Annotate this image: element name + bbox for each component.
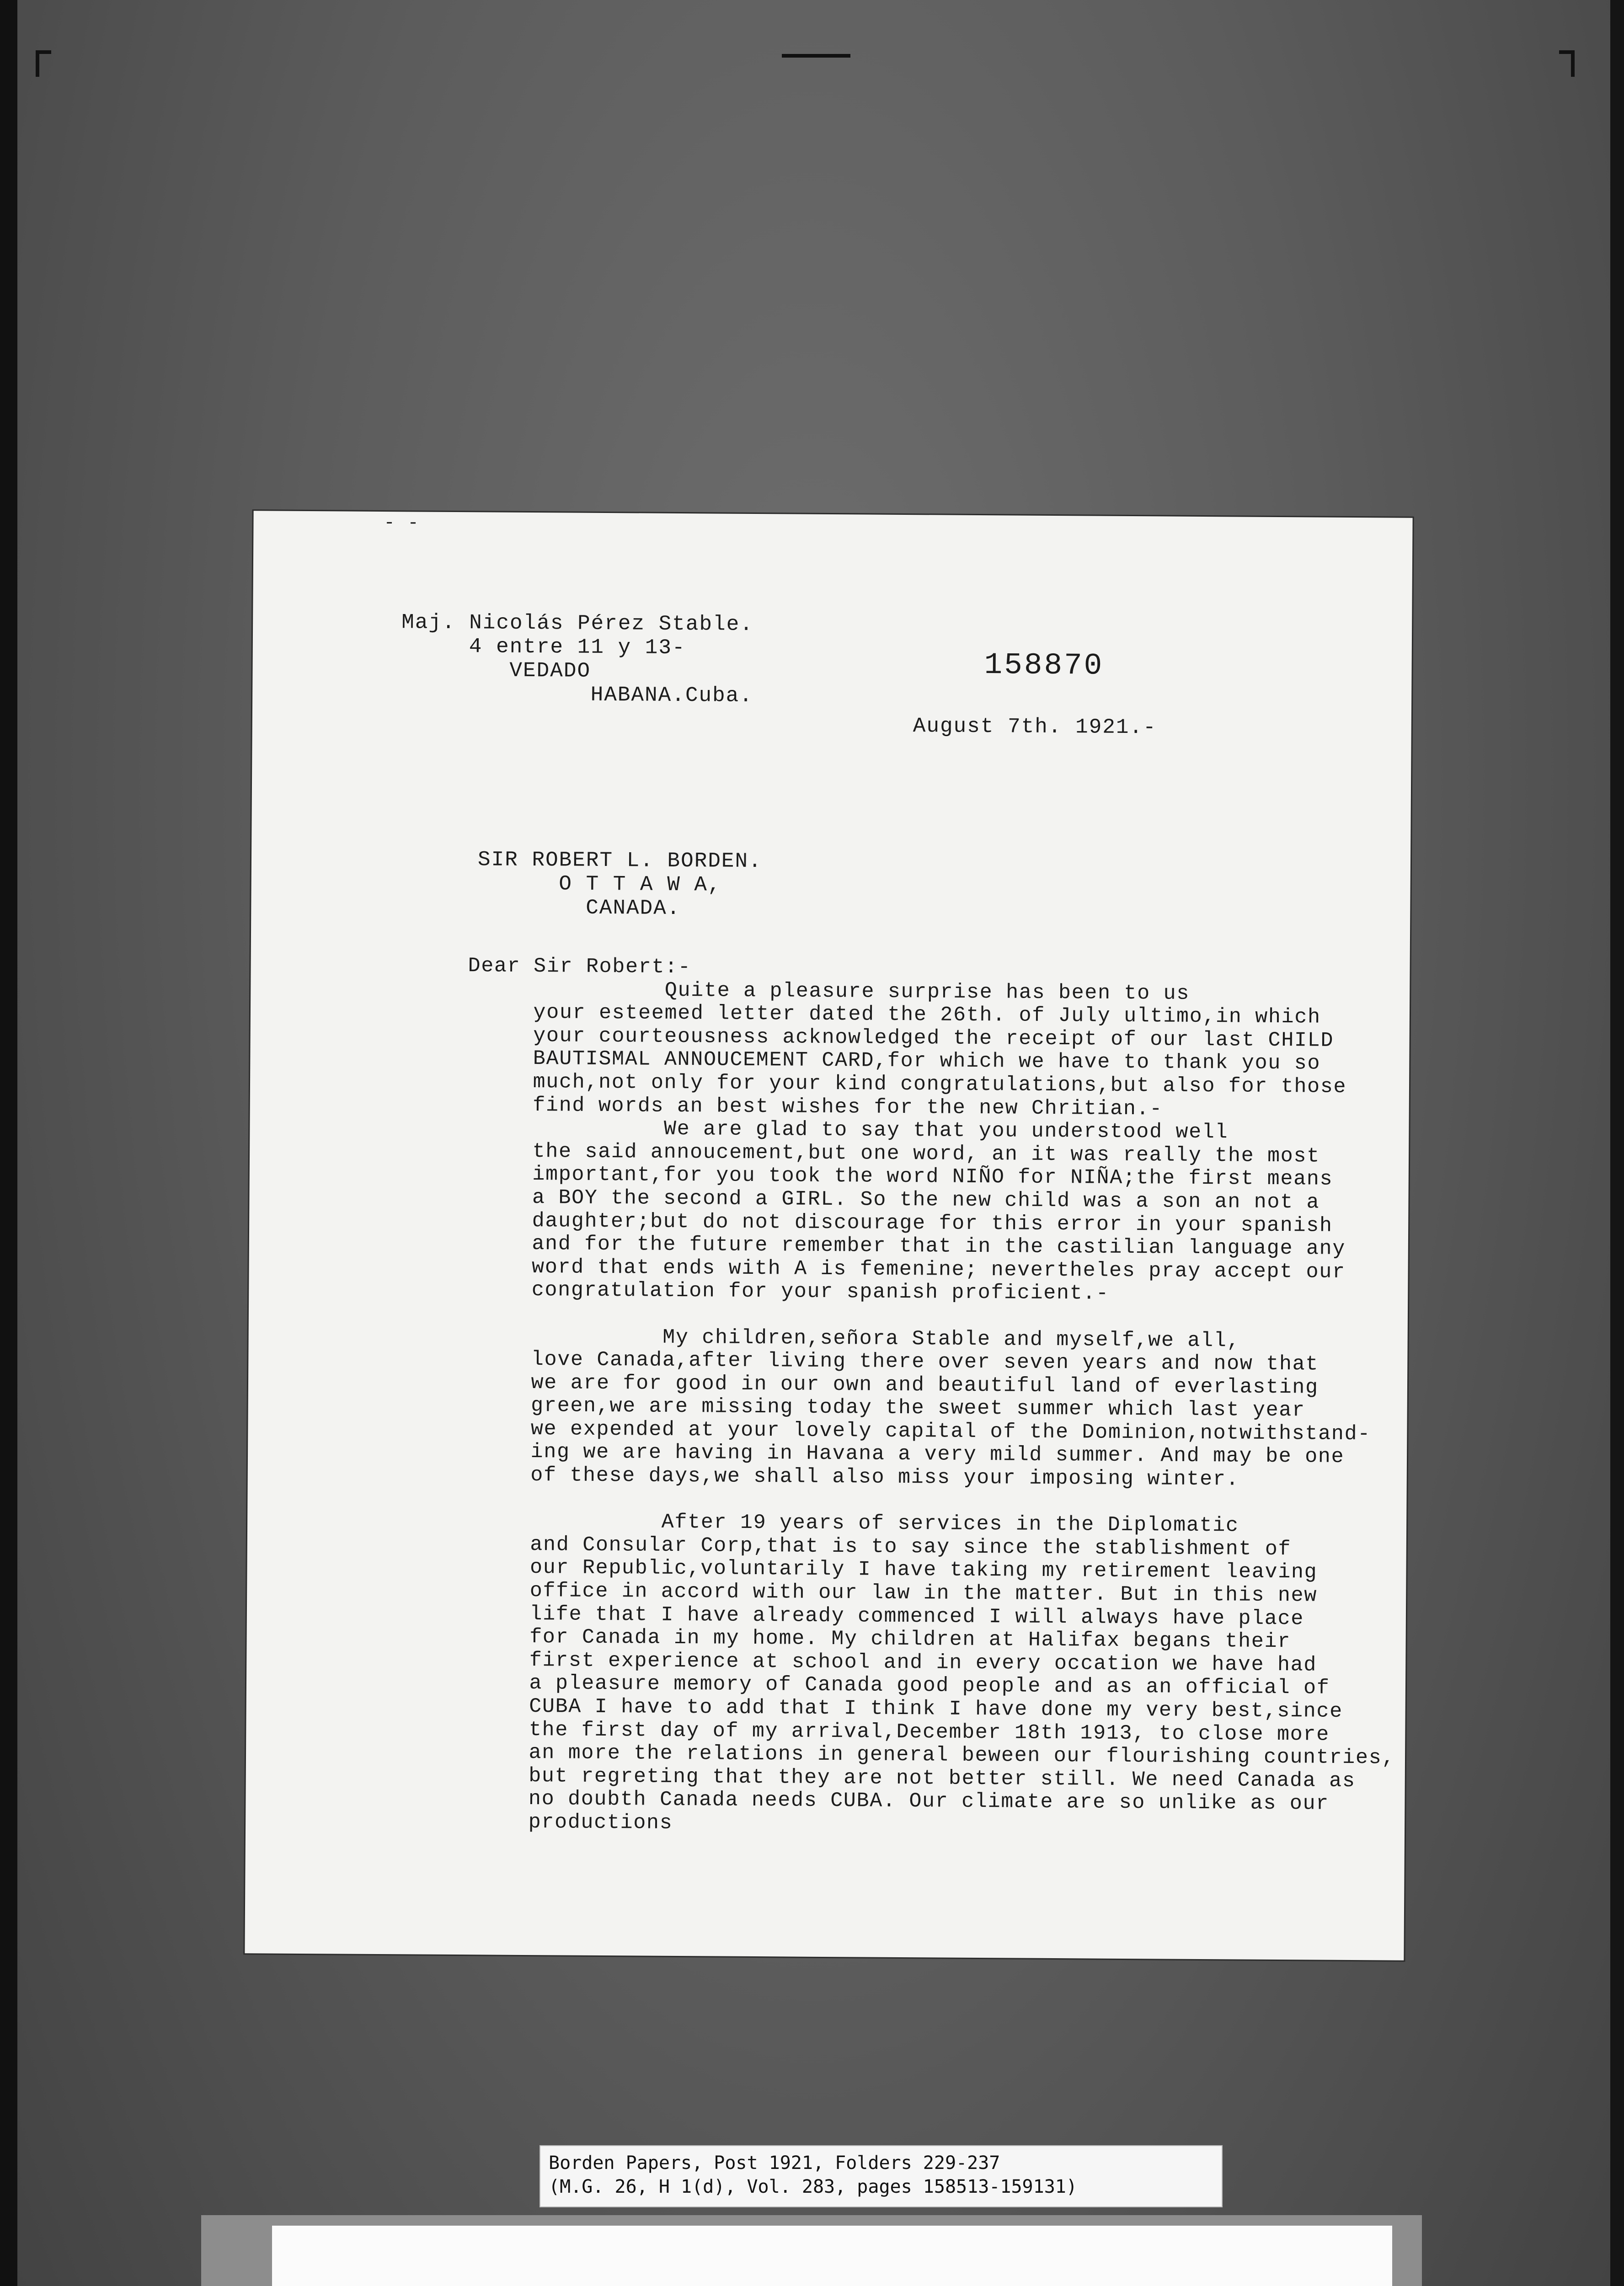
center-mark-icon <box>782 54 850 58</box>
corner-bracket-top-left-icon <box>36 50 51 77</box>
archives-placard <box>272 2226 1392 2286</box>
film-edge-left <box>0 0 17 2286</box>
archive-label-line-1: Borden Papers, Post 1921, Folders 229-237 <box>549 2152 1000 2174</box>
corner-bracket-top-right-icon <box>1559 50 1575 77</box>
letter-date: August 7th. 1921.- <box>913 714 1157 740</box>
letter-body: Dear Sir Robert:- Quite a pleasure surprise has been to us your esteemed letter dated the 26th. of July ultimo,in which your courteousness acknowledged the receipt of our last CHILD BAUTISMAL ANNOUCEMENT CARD,for which we have to thank you so much,not only for your kind congratulations,but also for those find words an best wishes for the new Chritian.- We are glad to say that you understood well the said annoucement,but one word, an it was really the most important,for you took the word NIÑO for NIÑA;the first means a BOY the second a GIRL. So the new child was a son an not a daughter;but do not discourage for this error in your spanish and for the future remember that in the castilian language any word that ends with A is femenine; nevertheles pray accept our congratulation for your spanish proficient.- My children,señora Stable and myself,we all, love Canada,after living there over seven years and now that we are for good in our own and beautiful land of everlasting green,we are missing today the sweet summer which last year we expended at your lovely capital of the Dominion,notwithstand- ing we are having in Havana a very mild summer. And may be one of these days,we shall also miss your imposing winter. After 19 years of services in the Diplomatic and Consular Corp,that is to say since the stablishment of our Republic,voluntarily I have taking my retirement leaving office in accord with our law in the matter. But in this new life that I have already commenced I will always have place for Canada in my home. My children at Halifax begans their first experience at school and in every occation we have had a pleasure memory of Canada good people and as an official of CUBA I have to add that I think I have done my very best,since the first day of my arrival,December 18th 1913, to close more an more the relations in general beween our flourishing countries, but regreting that they are not better still. We need Canada as no doubth Canada needs CUBA. Our climate are so unlike as our productions <box>462 954 1395 1835</box>
document-number: 158870 <box>984 648 1104 683</box>
addressee-block: SIR ROBERT L. BORDEN. O T T A W A, CANADA. <box>477 848 762 921</box>
film-edge-right <box>1610 0 1624 2286</box>
typed-letter-page <box>245 511 1412 1960</box>
archive-label-line-2: (M.G. 26, H 1(d), Vol. 283, pages 158513-159131) <box>549 2176 1077 2197</box>
archive-reference-label <box>540 2145 1223 2207</box>
dash-mark: - - <box>384 513 420 534</box>
sender-address: Maj. Nicolás Pérez Stable. 4 entre 11 y 13- VEDADO HABANA.Cuba. <box>401 610 754 708</box>
